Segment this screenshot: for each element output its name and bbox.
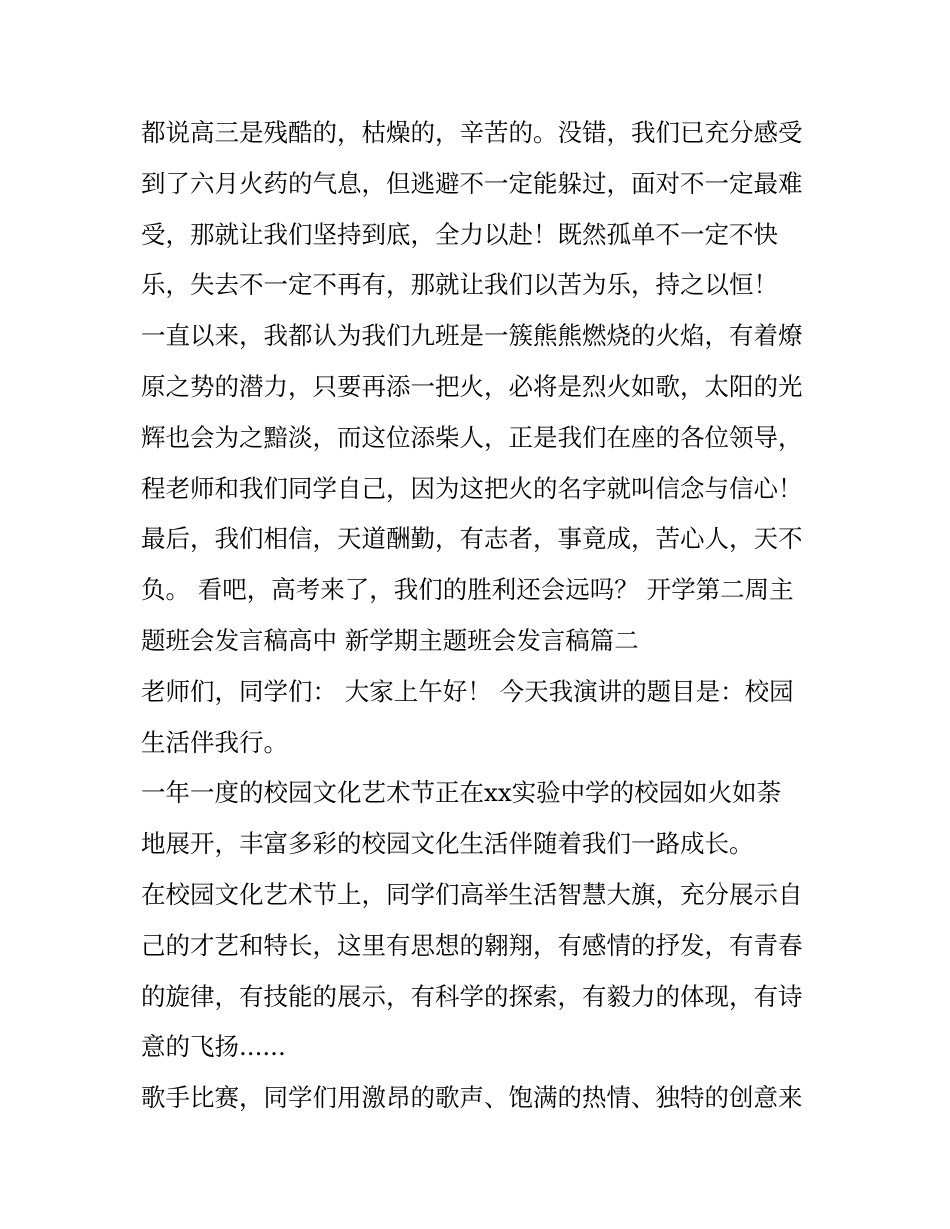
- text-line-20: 歌手比赛，同学们用激昂的歌声、饱满的热情、独特的创意来: [141, 1083, 803, 1113]
- text-line-15: 地展开，丰富多彩的校园文化生活伴随着我们一路成长。: [141, 829, 754, 859]
- text-line-7: 辉也会为之黯淡，而这位添柴人，正是我们在座的各位领导，: [141, 422, 803, 452]
- text-line-18: 的旋律，有技能的展示，有科学的探索，有毅力的体现，有诗: [141, 981, 803, 1011]
- text-line-14: 一年一度的校园文化艺术节正在xx实验中学的校园如火如荼: [141, 778, 782, 808]
- text-line-16: 在校园文化艺术节上，同学们高举生活智慧大旗，充分展示自: [141, 879, 803, 909]
- text-line-6: 原之势的潜力，只要再添一把火，必将是烈火如歌，太阳的光: [141, 371, 803, 401]
- text-line-9: 最后，我们相信，天道酬勤，有志者，事竟成，苦心人，天不: [141, 524, 803, 554]
- text-line-12: 老师们，同学们： 大家上午好！ 今天我演讲的题目是：校园: [141, 676, 794, 706]
- text-line-17: 己的才艺和特长，这里有思想的翱翔，有感情的抒发，有青春: [141, 930, 803, 960]
- document-body: [141, 108, 821, 1124]
- text-line-19: 意的飞扬......: [141, 1032, 286, 1062]
- text-line-4: 乐，失去不一定不再有，那就让我们以苦为乐，持之以恒！: [141, 270, 778, 300]
- text-line-8: 程老师和我们同学自己，因为这把火的名字就叫信念与信心！: [141, 473, 803, 503]
- text-line-13: 生活伴我行。: [141, 727, 288, 757]
- text-line-10: 负。 看吧，高考来了，我们的胜利还会远吗？ 开学第二周主: [141, 575, 794, 605]
- text-line-5: 一直以来，我都认为我们九班是一簇熊熊燃烧的火焰，有着燎: [141, 321, 803, 351]
- text-line-1: 都说高三是残酷的，枯燥的，辛苦的。没错，我们已充分感受: [141, 118, 803, 147]
- text-line-2: 到了六月火药的气息，但逃避不一定能躲过，面对不一定最难: [141, 168, 803, 198]
- text-line-11: 题班会发言稿高中 新学期主题班会发言稿篇二: [141, 625, 639, 655]
- text-line-3: 受，那就让我们坚持到底，全力以赴！既然孤单不一定不快: [141, 219, 778, 249]
